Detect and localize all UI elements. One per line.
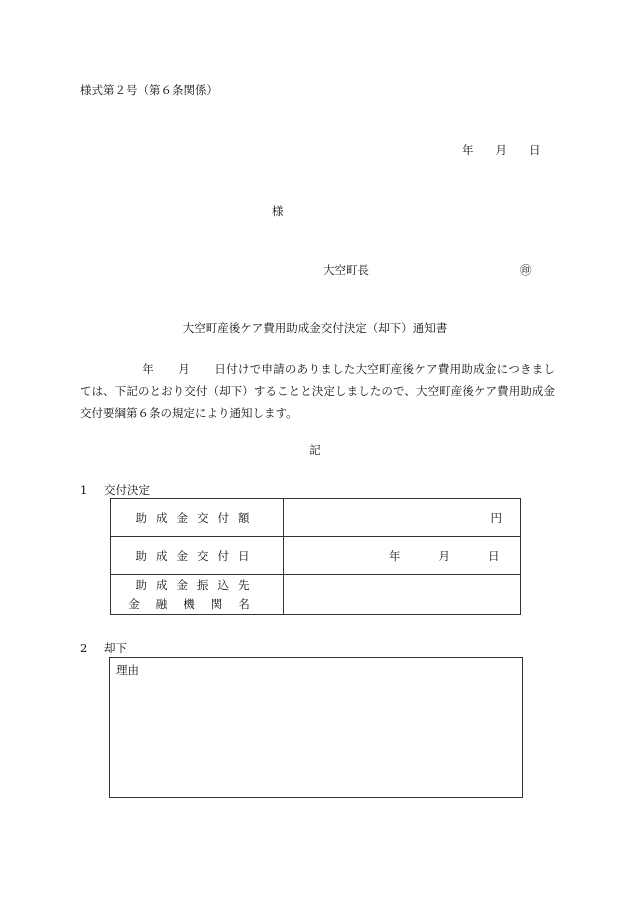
form-number: 様式第２号（第６条関係） [80,83,218,97]
grant-date-year: 年 [389,548,401,563]
section1-heading [80,482,150,498]
bank-label-line1: 助成金振込先 [135,577,259,592]
bank-label [111,575,284,615]
seal-mark: ㊞ [520,263,532,277]
grant-date-field[interactable] [284,537,521,575]
body-text: 日付けで申請のありました大空町産後ケア費用助成金につきましては、下記のとおり交付（却下）することと決定しましたので、大空町産後ケア費用助成金交付要綱第６条の規定により通知します。 [80,362,555,420]
body-month: 月 [178,362,191,376]
ki-heading: 記 [309,443,321,457]
body-paragraph [80,358,555,424]
amount-label: 助成金交付額 [111,499,284,537]
rejection-reason-box[interactable] [109,657,523,798]
body-year: 年 [142,362,155,376]
addressee-honorific: 様 [272,204,284,218]
amount-row [111,499,521,537]
date-row [111,537,521,575]
date-label: 助成金交付日 [111,537,284,575]
issue-date [462,142,541,158]
section1-title: 交付決定 [104,483,150,497]
date-day: 日 [529,143,541,157]
section2-heading [80,640,127,656]
date-year: 年 [462,143,474,157]
issuer-name: 大空町長 [323,263,369,277]
amount-unit: 円 [490,510,502,525]
bank-label-line2: 金融機関名 [128,596,266,611]
document-title: 大空町産後ケア費用助成金交付決定（却下）通知書 [182,321,448,335]
reason-label: 理由 [116,663,139,677]
section2-title: 却下 [104,641,127,655]
grant-table [110,498,521,615]
amount-field[interactable] [284,499,521,537]
date-month: 月 [495,143,507,157]
grant-date-month: 月 [438,548,450,563]
bank-field[interactable] [284,575,521,615]
section2-number: 2 [80,641,88,655]
grant-date-day: 日 [488,548,500,563]
section1-number: 1 [80,483,88,497]
bank-row [111,575,521,615]
